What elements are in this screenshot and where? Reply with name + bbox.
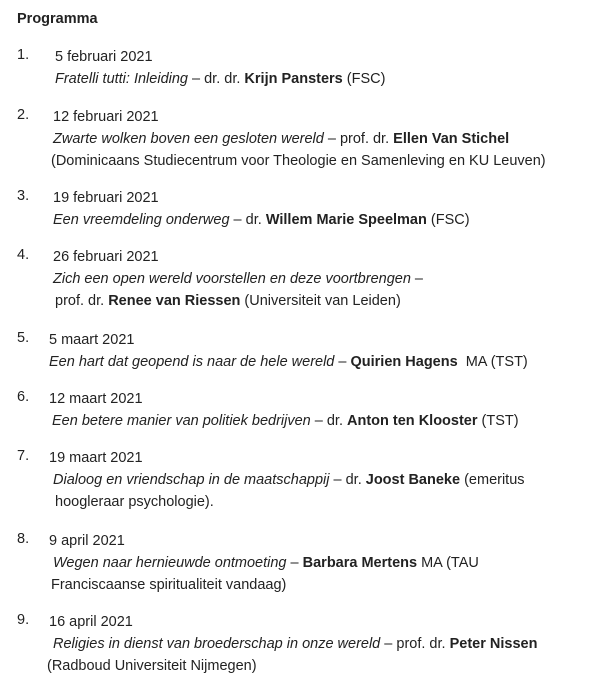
item-talk-line (52, 411, 519, 431)
item-title: Een betere manier van politiek bedrijven (52, 413, 311, 429)
item-separator: – (310, 413, 327, 429)
item-date: 9 april 2021 (49, 533, 125, 549)
item-separator: – (286, 555, 303, 571)
speaker-name: Ellen Van Stichel (393, 131, 510, 147)
speaker-affiliation: (emeritus (460, 472, 525, 488)
item-extra-line: (Radboud Universiteit Nijmegen) (47, 658, 257, 674)
item-extra-line: Franciscaanse spiritualiteit vandaag) (51, 577, 287, 593)
item-date: 12 februari 2021 (53, 109, 159, 125)
item-date: 26 februari 2021 (53, 249, 159, 265)
item-separator: – (229, 212, 246, 228)
item-title: Wegen naar hernieuwde ontmoeting (53, 555, 287, 571)
speaker-prefix: dr. dr. (204, 71, 245, 87)
item-talk-line (53, 634, 537, 654)
item-title: Een vreemdeling onderweg (53, 212, 230, 228)
item-extra-line: hoogleraar psychologie). (55, 494, 214, 510)
speaker-affiliation: MA (TAU (417, 555, 479, 571)
speaker-prefix: prof. dr. (55, 293, 109, 309)
item-date: 5 maart 2021 (49, 332, 135, 348)
item-title: Zwarte wolken boven een gesloten wereld (53, 131, 324, 147)
speaker-affiliation: (FSC) (342, 71, 386, 87)
speaker-prefix: prof. dr. (396, 636, 450, 652)
item-talk-line (53, 210, 470, 230)
item-title: Dialoog en vriendschap in de maatschappij (53, 472, 330, 488)
item-number: 8. (17, 531, 30, 547)
item-number: 6. (17, 389, 30, 405)
item-title: Fratelli tutti: Inleiding (55, 71, 188, 87)
item-talk-line (53, 269, 423, 289)
speaker-name: Peter Nissen (449, 636, 538, 652)
item-separator: – (323, 131, 340, 147)
item-separator: – (410, 271, 423, 287)
item-date: 19 februari 2021 (53, 190, 159, 206)
item-date: 5 februari 2021 (55, 49, 153, 65)
item-title: Zich een open wereld voorstellen en deze voortbrengen (53, 271, 411, 287)
item-talk-line (53, 129, 509, 149)
item-number: 2. (17, 107, 30, 123)
item-number: 7. (17, 448, 30, 464)
item-talk-line (49, 352, 528, 372)
item-separator: – (329, 472, 346, 488)
speaker-name: Barbara Mertens (302, 555, 418, 571)
item-separator: – (187, 71, 205, 87)
speaker-name: Krijn Pansters (244, 71, 343, 87)
item-number: 9. (17, 612, 30, 628)
speaker-name: Joost Baneke (365, 472, 461, 488)
speaker-affiliation: MA (TST) (457, 354, 528, 370)
speaker-prefix: dr. (326, 413, 348, 429)
speaker-prefix: dr. (245, 212, 266, 228)
item-number: 4. (17, 247, 30, 263)
speaker-prefix: dr. (345, 472, 366, 488)
item-date: 19 maart 2021 (49, 450, 143, 466)
item-separator: – (380, 636, 397, 652)
item-talk-line (53, 553, 479, 573)
item-speaker-line (55, 291, 401, 311)
speaker-name: Anton ten Klooster (347, 413, 478, 429)
item-number: 3. (17, 188, 30, 204)
item-number: 1. (17, 47, 30, 63)
item-date: 16 april 2021 (49, 614, 133, 630)
speaker-affiliation: (FSC) (426, 212, 470, 228)
item-number: 5. (17, 330, 30, 346)
item-talk-line (55, 69, 385, 89)
speaker-prefix: prof. dr. (339, 131, 394, 147)
item-talk-line (53, 470, 525, 490)
speaker-name: Renee van Riessen (108, 293, 241, 309)
speaker-name: Willem Marie Speelman (265, 212, 427, 228)
speaker-affiliation: (TST) (477, 413, 519, 429)
item-title: Een hart dat geopend is naar de hele wereld (49, 354, 335, 370)
item-date: 12 maart 2021 (49, 391, 143, 407)
item-title: Religies in dienst van broederschap in onze wereld (53, 636, 381, 652)
program-heading: Programma (17, 11, 98, 27)
item-separator: – (334, 354, 351, 370)
speaker-name: Quirien Hagens (350, 354, 458, 370)
item-extra-line: (Dominicaans Studiecentrum voor Theologie en Samenleving en KU Leuven) (51, 153, 546, 169)
speaker-affiliation: (Universiteit van Leiden) (240, 293, 401, 309)
